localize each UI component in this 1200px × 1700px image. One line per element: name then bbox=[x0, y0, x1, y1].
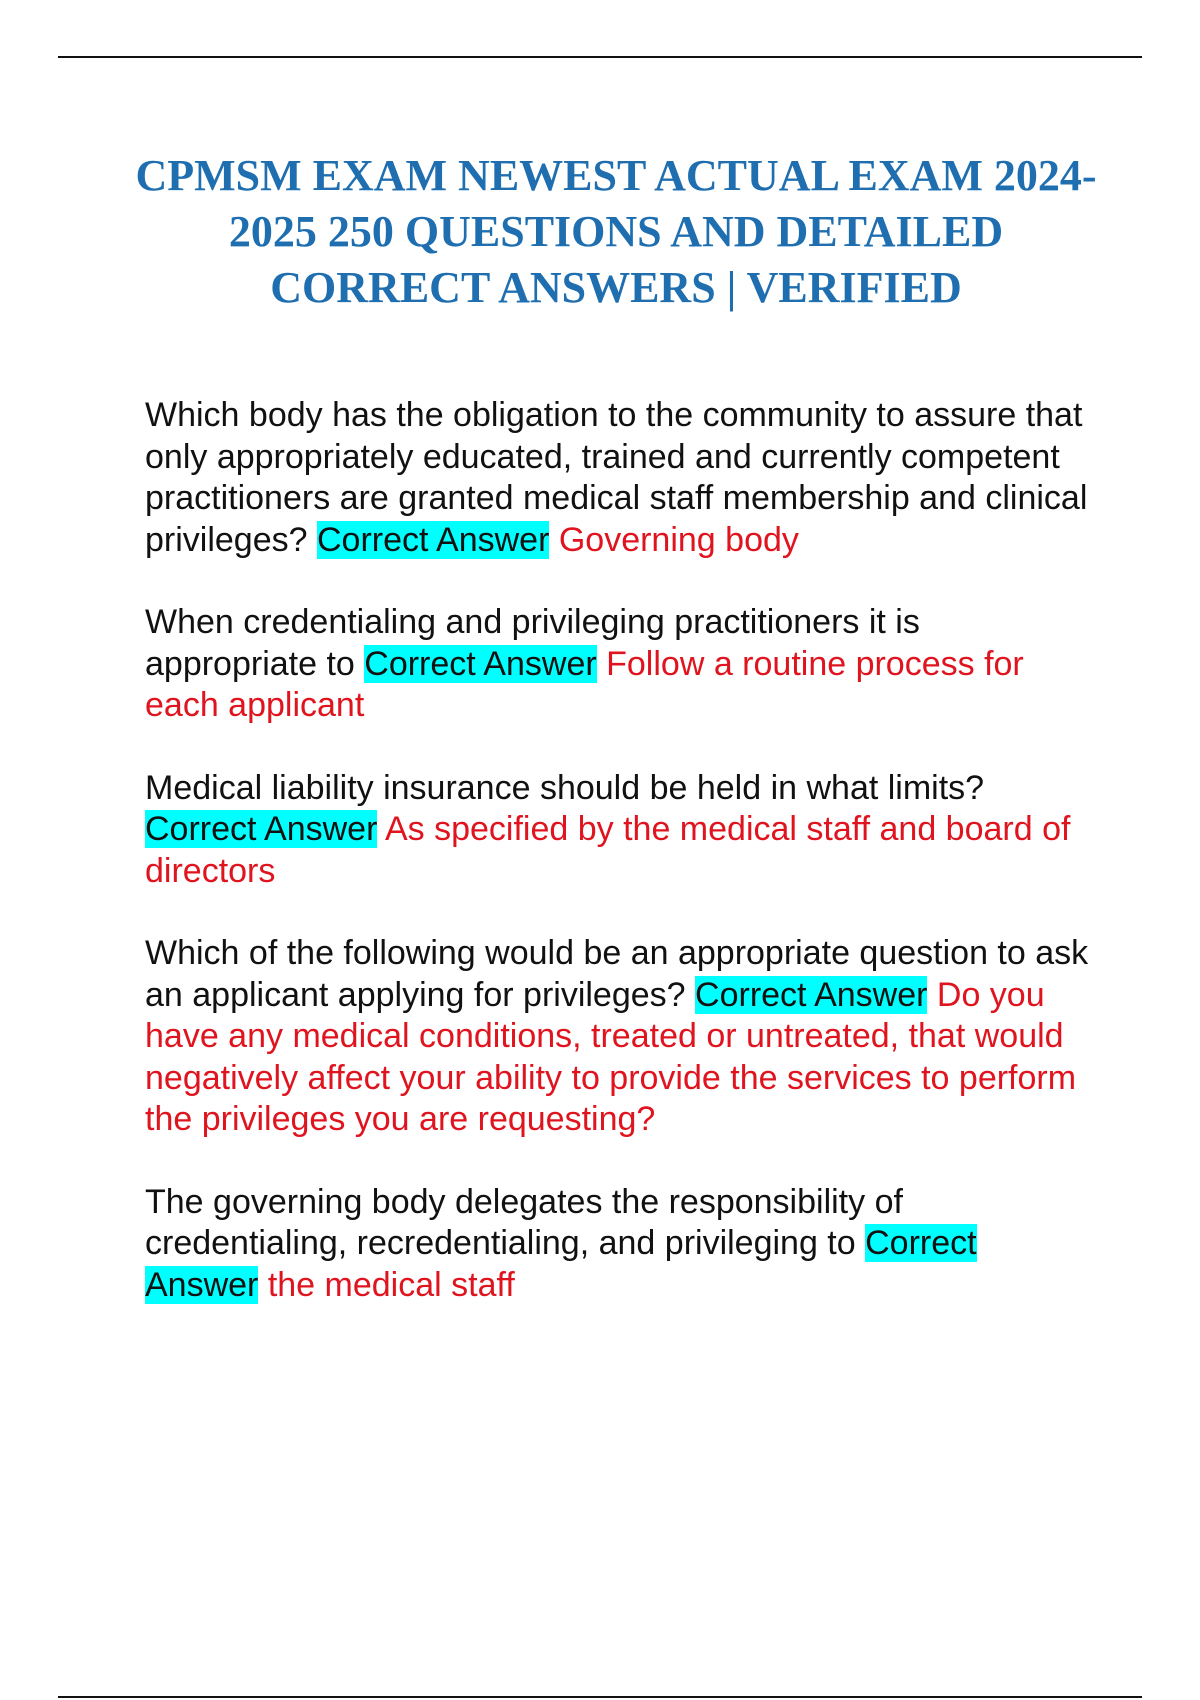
question-text: Which of the following would be an appropriate question to ask an applicant applying for privileges? bbox=[145, 934, 1089, 1014]
top-rule bbox=[58, 56, 1142, 58]
correct-answer-label: Correct Answer bbox=[316, 520, 550, 559]
question-text: When credentialing and privileging practitioners it is appropriate to bbox=[145, 603, 920, 683]
qa-item bbox=[145, 602, 1090, 727]
answer-text: the medical staff bbox=[267, 1265, 515, 1304]
qa-item bbox=[145, 768, 1090, 893]
document-title: CPMSM EXAM NEWEST ACTUAL EXAM 2024-2025 250 QUESTIONS AND DETAILED CORRECT ANSWERS | VERIFIED bbox=[135, 151, 1097, 312]
answer-text: As specified by the medical staff and board of directors bbox=[145, 810, 1071, 890]
qa-item bbox=[145, 933, 1090, 1141]
correct-answer-label: Correct Answer bbox=[145, 810, 378, 848]
correct-answer-label: Correct Answer bbox=[145, 1224, 977, 1304]
answer-text: Do you have any medical conditions, treated or untreated, that would negatively affect your ability to provide the services to perform the privileges you are requesting? bbox=[145, 975, 1077, 1138]
question-text: Medical liability insurance should be held in what limits? bbox=[145, 768, 985, 807]
question-text: The governing body delegates the responsibility of credentialing, recredentialing, and privileging to bbox=[145, 1182, 903, 1262]
qa-item bbox=[145, 1182, 1090, 1307]
answer-text: Governing body bbox=[558, 520, 799, 559]
correct-answer-label: Correct Answer bbox=[695, 975, 928, 1014]
qa-list bbox=[145, 395, 1090, 1347]
correct-answer-label: Correct Answer bbox=[364, 644, 597, 683]
bottom-rule bbox=[58, 1696, 1142, 1698]
qa-item bbox=[145, 395, 1090, 561]
answer-text: Follow a routine process for each applicant bbox=[145, 644, 1024, 724]
question-text: Which body has the obligation to the community to assure that only appropriately educated, trained and currently competent practitioners are granted medical staff membership and clinical privileges? bbox=[145, 396, 1088, 559]
